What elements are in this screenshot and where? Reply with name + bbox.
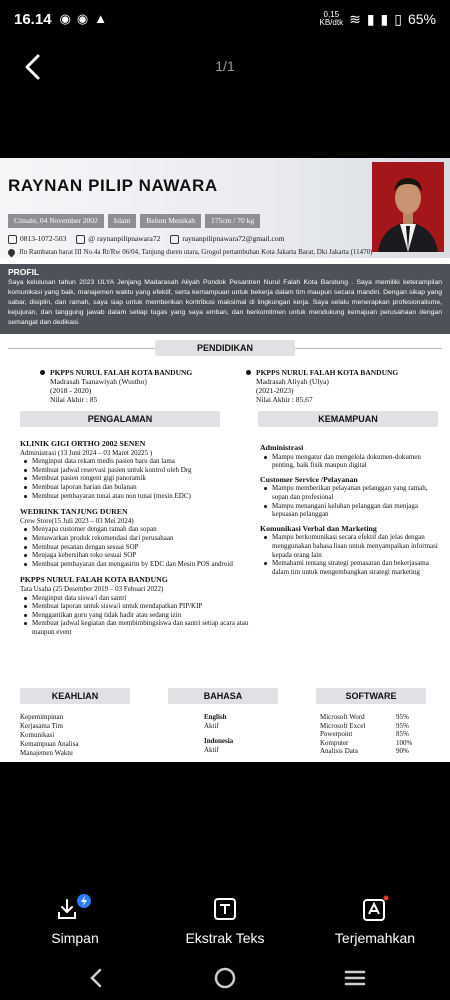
- software-name: Komputer: [320, 738, 349, 747]
- email-icon: [170, 235, 179, 244]
- notification-icons: [60, 11, 108, 27]
- edu-years: (2018 - 2020): [50, 386, 92, 395]
- task: Menyapa customer dengan ramah dan sopan: [32, 525, 250, 534]
- save-button[interactable]: [15, 894, 135, 946]
- experience-list: [20, 436, 250, 636]
- software-row: [320, 722, 412, 731]
- email-text: raynanpilipnawara72@gmail.com: [182, 234, 285, 243]
- task: Membuat laporan untuk siswa/i untuk mendapatkan PIP/KIP: [32, 602, 250, 611]
- battery-icon: ▯: [394, 10, 402, 27]
- download-icon: [55, 894, 95, 924]
- software-row: [320, 747, 412, 756]
- software-row: [320, 713, 412, 722]
- job-tasks: [20, 525, 250, 568]
- phone-icon: [8, 235, 17, 244]
- bullet: [40, 370, 45, 375]
- bahasa-lang: English: [204, 713, 227, 721]
- software-pct: 85%: [396, 730, 409, 738]
- task: Menginput data rekam medis pasien baru dan lama: [32, 457, 250, 466]
- keahlian-item: Komunikasi: [20, 731, 55, 739]
- software-row: [320, 739, 412, 748]
- edu-level: Madrasah Tsanawiyah (Wustho): [50, 377, 147, 386]
- whatsapp-icon-2: ◉: [76, 11, 89, 26]
- edu-school: PKPPS NURUL FALAH KOTA BANDUNG: [50, 368, 193, 377]
- translate-button[interactable]: [315, 894, 435, 946]
- keahlian-item: Kerjasama Tim: [20, 722, 63, 730]
- translate-label: Terjemahkan: [334, 930, 416, 946]
- skill-item: Mampu memberikan pelayanan pelanggan yang ramah, sopan dan profesional: [272, 484, 442, 501]
- keahlian-title: KEAHLIAN: [20, 688, 130, 704]
- edu-score: Nilai Akhir : 85: [50, 395, 98, 404]
- resume-header: [0, 158, 450, 258]
- whatsapp-icon: ◉: [59, 11, 71, 26]
- speed-value: 0,15: [323, 10, 340, 19]
- bahasa-level: Aktif: [204, 746, 219, 754]
- email: [170, 234, 284, 244]
- education-item-1: [50, 368, 192, 404]
- phone: [8, 234, 66, 244]
- address-text: Jln Rambatan barat III No.4a Rt/Rw 06/04, Tanjung duren utara, Grogol pertambuhan Kota Jakarta Barat, Dki Jakarta (11470): [19, 248, 373, 256]
- task: Membuat laporan harian dan bulanan: [32, 483, 250, 492]
- extract-text-button[interactable]: [165, 894, 285, 946]
- edu-years: (2021-2023): [256, 386, 294, 395]
- task: Membuat jadwal kegiatan dan membimbingsiswa dan santri setiap acara atau maupun event: [32, 619, 249, 636]
- software-pct: 95%: [396, 713, 409, 721]
- profile-section: [0, 264, 450, 334]
- nav-back-icon[interactable]: [86, 966, 106, 990]
- job-company: PKPPS NURUL FALAH KOTA BANDUNG: [20, 575, 168, 585]
- status-bar: [0, 0, 450, 38]
- system-icons: [320, 11, 437, 28]
- job-tasks: [20, 594, 250, 637]
- phone-text: 0813-1072-503: [20, 234, 67, 243]
- task: Menawarkan produk rekomendasi dari perusahaan: [32, 534, 250, 543]
- software-pct: 95%: [396, 721, 409, 730]
- task: Membuat pembayaran tunai atau non tunai (mesin EDC): [32, 492, 250, 501]
- network-speed: [320, 11, 344, 27]
- skill-items: [260, 453, 442, 470]
- job-company: WEDRINK TANJUNG DUREN: [20, 507, 128, 517]
- bahasa-lang: Indonesia: [204, 737, 234, 745]
- speed-unit: KB/dtk: [319, 18, 344, 27]
- signal-icon-2: ▮: [380, 10, 389, 27]
- skill-title: Komunikasi Verbal dan Marketing: [260, 523, 377, 533]
- wifi-icon: ≋: [349, 10, 361, 27]
- software-name: Powerpoint: [320, 730, 353, 738]
- software-title: SOFTWARE: [316, 688, 426, 704]
- software-list: [320, 713, 412, 756]
- edu-score: Nilai Akhir : 85,67: [256, 395, 313, 404]
- software-name: Microsoft Excel: [320, 721, 366, 730]
- page-indicator: 1/1: [215, 58, 235, 74]
- task: Membuat jadwal reservasi pasien untuk kontrol oleh Drg: [32, 466, 250, 475]
- signal-icon: ▮: [366, 10, 375, 27]
- software-pct: 90%: [396, 747, 409, 755]
- translate-icon: [360, 894, 390, 924]
- education-title: PENDIDIKAN: [155, 340, 295, 356]
- extract-text-icon: [210, 894, 240, 924]
- task: Membuat pembayaran dan mengasirin by EDC dan Mesin POS android: [32, 560, 250, 569]
- instagram-icon: [76, 235, 85, 244]
- task: Membuat pasien rongent gigi panoramik: [32, 474, 250, 483]
- bullet: [246, 370, 251, 375]
- skills-title: KEMAMPUAN: [258, 411, 438, 427]
- skill-items: [260, 484, 442, 518]
- location-pin-icon: [7, 247, 17, 257]
- job-role: Crew Store(15 Juli 2023 – 03 Mei 2024): [20, 516, 134, 525]
- pill-religion: Islam: [108, 214, 137, 228]
- nav-recents-icon[interactable]: [343, 966, 367, 990]
- skills-list: [260, 440, 442, 576]
- action-bar: [0, 880, 450, 960]
- keahlian-item: Kemampuan Analisa: [20, 740, 79, 748]
- software-name: Analisis Data: [320, 747, 358, 755]
- skill-item: Mampu berkomunikasi secara efektif dan jelas dengan menggunakan bahasa lisan untuk menyampaikan informasi kepada orang lain: [272, 533, 442, 559]
- job-role: Administrasi (13 Juni 2024 – 03 Maret 20225 ): [20, 448, 153, 457]
- skill-item: Memahami tentang strategi pemasaran dan bekerjasama dalam tim untuk mengembangkan strategi marketing: [272, 559, 442, 576]
- save-label: Simpan: [51, 930, 99, 946]
- pill-body: 175cm / 70 kg: [205, 214, 260, 228]
- profile-text: Saya kelulusan tahun 2023 ULYA Jenjang Madarasah Aliyah Pondok Pesantren Nurul Falah Kota Bandung . Saya memiliki keterampilan komunikasi yang baik, manajemen waktu yang efektif, serta kemampuan untuk bekerja dalam tim maupun secara mandiri. Dengan sikap yang sabar, disiplin, dan ramah, saya siap untuk memberikan kontribusi maksimal di lingkungan kerja. Saya selalu menerapkan profesionalisme, kejujuran, dan tanggung jawab dalam setiap tugas yang saya emban, dan berkomitmen untuk mendukung kemajuan perusahaan dengan semangat dan dedikasi.: [8, 279, 442, 326]
- keahlian-list: [20, 713, 79, 758]
- task: Menjaga kebersihan toko sesuai SOP: [32, 551, 250, 560]
- bahasa-level: Aktif: [204, 722, 219, 730]
- instagram: [76, 234, 160, 244]
- contact-row: [8, 234, 284, 244]
- resume-document: [0, 158, 450, 762]
- job-tasks: [20, 457, 250, 500]
- warning-icon: ▲: [94, 11, 108, 26]
- keahlian-item: Kepemimpinan: [20, 713, 64, 721]
- pill-birth: Cimahi, 04 November 2002: [8, 214, 104, 228]
- nav-home-icon[interactable]: [213, 966, 237, 990]
- task: Membuat pesanan dengan sesuai SOP: [32, 543, 250, 552]
- keahlian-item: Manajemen Waktu: [20, 749, 73, 757]
- bahasa-title: BAHASA: [168, 688, 278, 704]
- skill-item: Mampu mengatur dan mengelola dokumen-dokumen penting, baik fisik maupun digital: [272, 453, 442, 470]
- edu-school: PKPPS NURUL FALAH KOTA BANDUNG: [256, 368, 399, 377]
- personal-info-pills: [8, 214, 260, 228]
- clock: 16.14: [14, 10, 52, 28]
- pill-status: Belum Menikah: [140, 214, 201, 228]
- software-name: Microsoft Word: [320, 713, 365, 721]
- job-role: Tata Usaha (25 Desember 2019 – 03 Febuari 2022): [20, 584, 164, 593]
- skill-items: [260, 533, 442, 576]
- viewer-topbar: [0, 44, 450, 90]
- extract-label: Ekstrak Teks: [185, 930, 265, 946]
- instagram-text: @ raynanpilipnawara72: [88, 234, 161, 243]
- skill-item: Mampu menangani keluhan pelanggan dan menjaga kepuasan pelanggan: [272, 502, 442, 519]
- task: Menginput data siswa/i dan santri: [32, 594, 250, 603]
- profile-photo: [372, 162, 444, 252]
- skill-title: Customer Service /Pelayanan: [260, 474, 358, 484]
- task: Menggantikan guru yang tidak hadir atau sedang izin: [32, 611, 250, 620]
- job-company: KLINIK GIGI ORTHO 2002 SENEN: [20, 439, 146, 448]
- resume-name: RAYNAN PILIP NAWARA: [8, 176, 218, 195]
- bahasa-list: [204, 713, 233, 755]
- battery-level: 65%: [407, 11, 436, 27]
- skill-title: Administrasi: [260, 443, 304, 452]
- experience-title: PENGALAMAN: [20, 411, 220, 427]
- address: [8, 248, 373, 256]
- education-item-2: [256, 368, 398, 404]
- profile-title: PROFIL: [8, 267, 40, 277]
- software-pct: 100%: [396, 738, 413, 747]
- system-nav-bar: [0, 960, 450, 1000]
- software-row: [320, 730, 412, 739]
- edu-level: Madrasah Aliyah (Ulya): [256, 377, 329, 386]
